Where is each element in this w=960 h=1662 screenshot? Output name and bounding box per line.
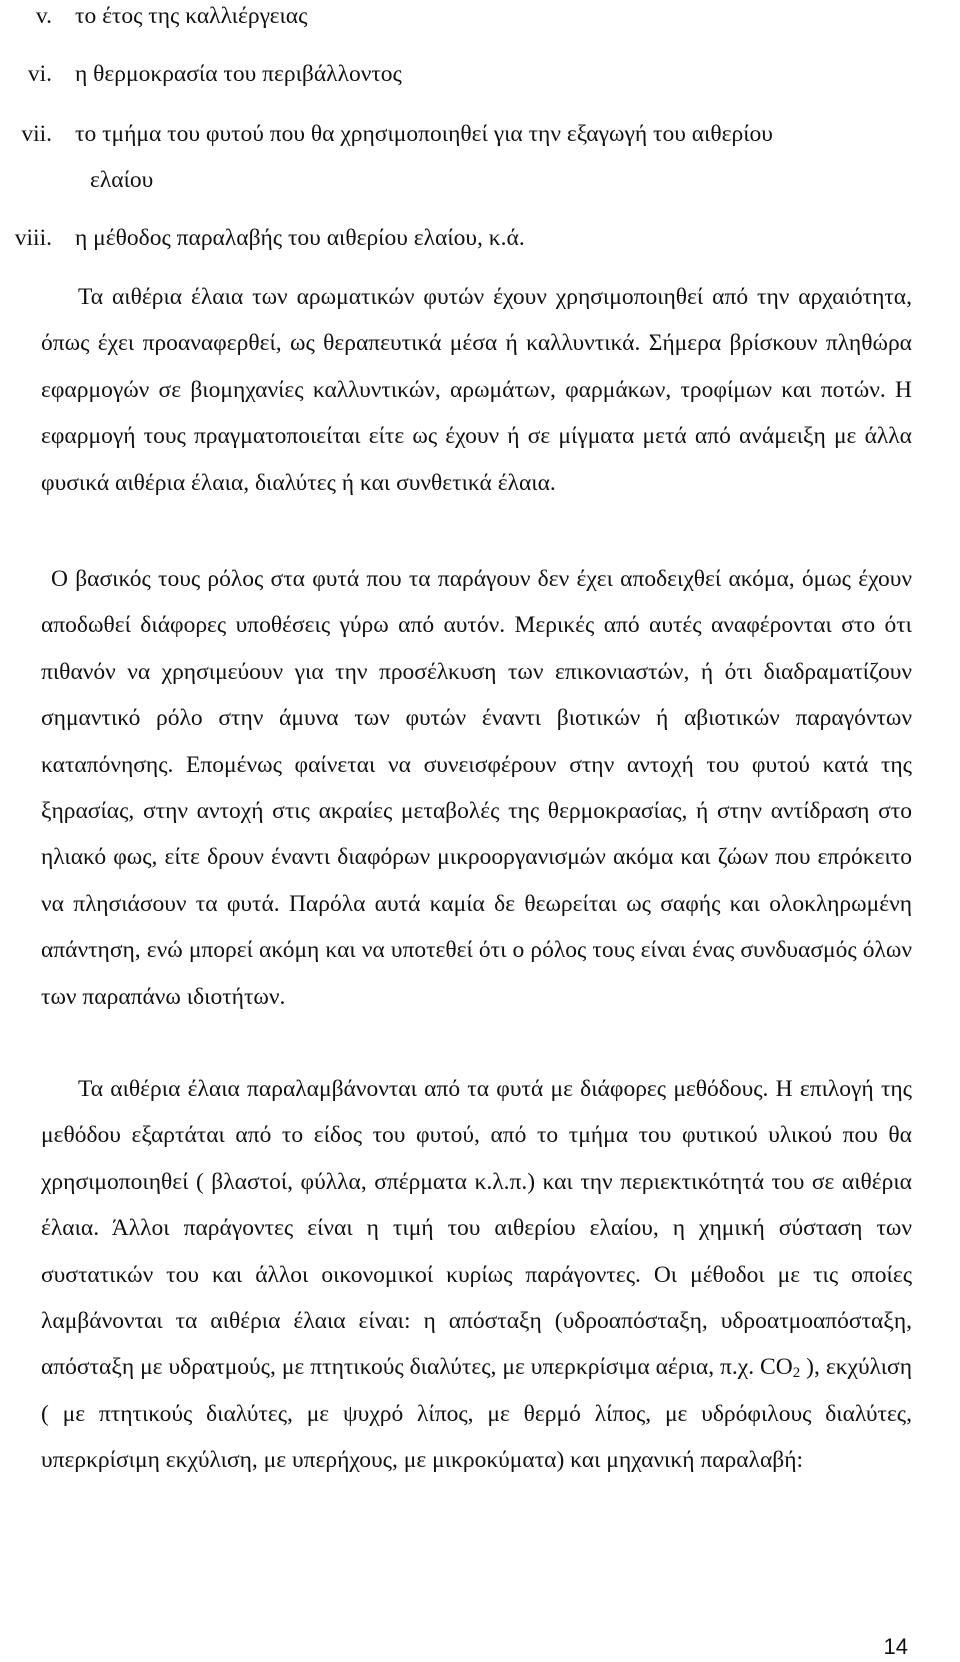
paragraph-text: Τα αιθέρια έλαια παραλαμβάνονται από τα φυτά με διάφορες μεθόδους. Η επιλογή της μεθόδου εξαρτάται από το είδος του φυτού, από το τμήμα του φυτικού υλικού που θα χρησιμοποιηθεί ( βλαστοί, φύλλα, σπέρματα κ.λ.π.) και την περιεκτικότητά του σε αιθέρια έλαια. Άλλοι παράγοντες είναι η τιμή του αιθερίου ελαίου, η χημική σύσταση των συστατικών του και άλλοι οικονομικοί κυρίως παράγοντες. Οι μέθοδοι με τις οποίες λαμβάνονται τα αιθέρια έλαια είναι: η απόσταξη (υδροαπόσταξη, υδροατμοαπόσταξη, απόσταξη με υδρατμούς, με πτητικούς διαλύτες, με υπερκρίσιμα αέρια, π.χ. CO xyxy=(41,1076,912,1381)
subscript: 2 xyxy=(792,1365,801,1382)
page-number: 14 xyxy=(883,1634,908,1659)
list-text: το τμήμα του φυτού που θα χρησιμοποιηθεί για την εξαγωγή του αιθερίου xyxy=(75,121,773,147)
paragraph-text: Τα αιθέρια έλαια των αρωματικών φυτών έχουν χρησιμοποιηθεί από την αρχαιότητα, όπως έχει προαναφερθεί, ως θεραπευτικά μέσα ή καλλυντικά. Σήμερα βρίσκουν πληθώρα εφαρμογών σε βιομηχανίες καλλυντικών, αρωμάτων, φαρμάκων, τροφίμων και ποτών. Η εφαρμογή τους πραγματοποιείται είτε ως έχουν ή σε μίγματα μετά από ανάμειξη με άλλα φυσικά αιθέρια έλαια, διαλύτες ή και συνθετικά έλαια. xyxy=(41,284,912,496)
paragraph xyxy=(41,556,912,1020)
list-text: η θερμοκρασία του περιβάλλοντος xyxy=(75,61,402,87)
list-text: ελαίου xyxy=(90,167,154,193)
paragraph-text: Ο βασικός τους ρόλος στα φυτά που τα παράγουν δεν έχει αποδειχθεί ακόμα, όμως έχουν αποδωθεί διάφορες υποθέσεις γύρω από αυτόν. Μερικές από αυτές αναφέρονται στο ότι πιθανόν να χρησιμεύουν για την προσέλκυση των επικονιαστών, ή ότι διαδραματίζουν σημαντικό ρόλο στην άμυνα των φυτών έναντι βιοτικών ή αβιοτικών παραγόντων καταπόνησης. Επομένως φαίνεται να συνεισφέρουν στην αντοχή του φυτού κατά της ξηρασίας, στην αντοχή στις ακραίες μεταβολές της θερμοκρασίας, ή στην αντίδραση στο ηλιακό φως, είτε δρουν έναντι διαφόρων μικροοργανισμών ακόμα και ζώων που επρόκειτο να πλησιάσουν τα φυτά. Παρόλα αυτά καμία δε θεωρείται ως σαφής και ολοκληρωμένη απάντηση, ενώ μπορεί ακόμη και να υποτεθεί ότι ο ρόλος τους είναι ένας συνδυασμός όλων των παραπάνω ιδιοτήτων. xyxy=(41,566,912,1010)
list-number: viii. xyxy=(14,225,52,251)
paragraph-text: ), εκχύλιση ( με πτητικούς διαλύτες, με ψυχρό λίπος, με θερμό λίπος, με υδρόφιλους διαλύτες, υπερκρίσιμη εκχύλιση, με υπερήχους, με μικροκύματα) και μηχανική παραλαβή: xyxy=(41,1354,912,1474)
list-number: v. xyxy=(35,3,52,29)
paragraph xyxy=(41,1066,912,1484)
list-text: η μέθοδος παραλαβής του αιθερίου ελαίου, κ.ά. xyxy=(75,225,525,251)
list-number: vi. xyxy=(27,61,52,87)
list-number: vii. xyxy=(21,121,52,147)
list-text: το έτος της καλλιέργειας xyxy=(75,3,308,29)
paragraph xyxy=(41,274,912,506)
